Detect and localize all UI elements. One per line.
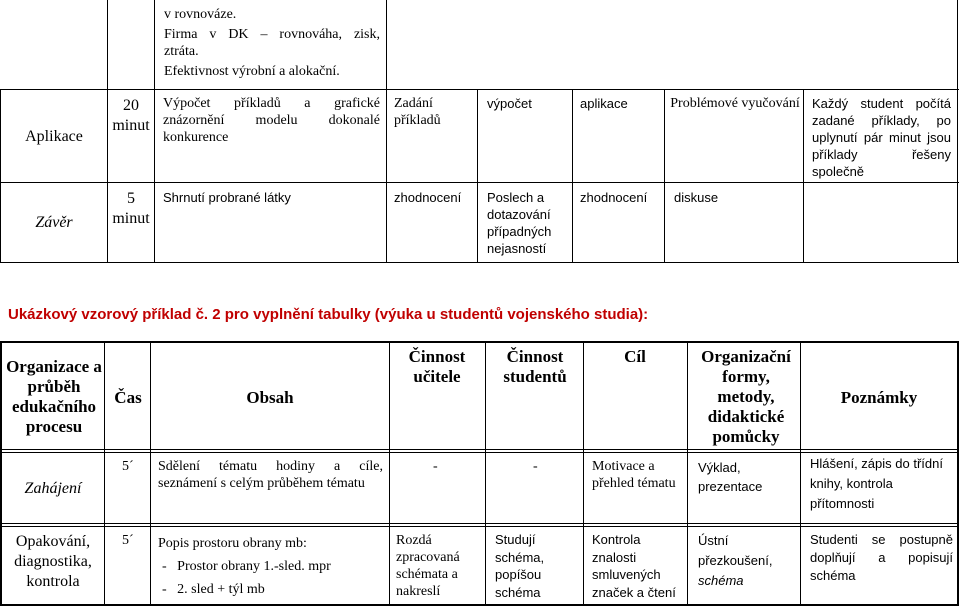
content-opakovani: Popis prostoru obrany mb: - Prostor obrany 1.-sled. mpr - 2. sled + týl mb	[158, 532, 386, 601]
teacher-zaver: zhodnocení	[394, 190, 462, 205]
example-heading: Ukázkový vzorový příklad č. 2 pro vyplnění tabulky (výuka u studentů vojenského studia):	[8, 306, 649, 323]
time-zaver: 5 minut	[112, 190, 150, 227]
notes-zahajeni: Hlášení, zápis do třídní knihy, kontrola přítomnosti	[810, 456, 943, 511]
teacher-aplikace: Zadání příkladů	[394, 96, 441, 128]
goal-zaver: zhodnocení	[580, 190, 648, 205]
forms-opakovani: Ústní přezkoušení, schéma	[698, 533, 773, 588]
content-aplikace: Výpočet příkladů a grafické znázornění modelu dokonalé konkurence	[163, 96, 380, 145]
goal-aplikace: aplikace	[580, 96, 628, 111]
teacher-zahajeni: -	[433, 459, 438, 474]
phase-zaver: Závěr	[35, 214, 73, 231]
list-item: - 2. sled + týl mb	[162, 582, 265, 597]
phase-opakovani: Opakování, diagnostika, kontrola	[14, 533, 92, 590]
phase-zahajeni: Zahájení	[24, 480, 82, 497]
students-opakovani: Studují schéma, popíšou schéma	[495, 532, 545, 600]
header-forms: Organizační formy, metody, didaktické pomůcky	[701, 347, 791, 446]
list-item: - Prostor obrany 1.-sled. mpr	[162, 559, 331, 574]
header-phase: Organizace a průběh edukačního procesu	[6, 357, 102, 436]
header-content: Obsah	[246, 388, 294, 407]
forms-aplikace: Problémové vyučování	[670, 96, 800, 111]
content-zahajeni: Sdělení tématu hodiny a cíle, seznámení s celým průběhem tématu	[158, 459, 383, 491]
students-zahajeni: -	[533, 459, 538, 474]
header-teacher: Činnost učitele	[408, 347, 466, 386]
students-aplikace: výpočet	[487, 96, 532, 111]
header-students: Činnost studentů	[503, 347, 567, 386]
top-carryover-text: v rovnováze. Firma v DK – rovnováha, zisk, ztráta. Efektivnost výrobní a alokační.	[164, 7, 380, 79]
time-opakovani: 5´	[122, 533, 134, 548]
goal-opakovani: Kontrola znalosti smluvených značek a čtení	[592, 532, 676, 600]
time-zahajeni: 5´	[122, 459, 134, 474]
phase-aplikace: Aplikace	[25, 128, 83, 145]
notes-aplikace: Každý student počítá zadané příklady, po uplynutí pár minut jsou příklady řešeny společně	[812, 96, 951, 179]
content-zaver: Shrnutí probrané látky	[163, 190, 291, 205]
teacher-opakovani: Rozdá zpracovaná schémata a nakreslí	[396, 533, 460, 599]
notes-opakovani: Studenti se postupně doplňují a popisují schéma	[810, 532, 953, 583]
header-time: Čas	[114, 388, 142, 407]
students-zaver: Poslech a dotazování případných nejasností	[487, 190, 552, 256]
header-goal: Cíl	[624, 347, 646, 366]
goal-zahajeni: Motivace a přehled tématu	[592, 459, 676, 491]
time-aplikace: 20 minut	[112, 97, 150, 134]
content-list	[158, 555, 386, 601]
forms-zahajeni: Výklad, prezentace	[698, 460, 763, 494]
header-notes: Poznámky	[840, 388, 918, 407]
forms-zaver: diskuse	[674, 190, 719, 205]
